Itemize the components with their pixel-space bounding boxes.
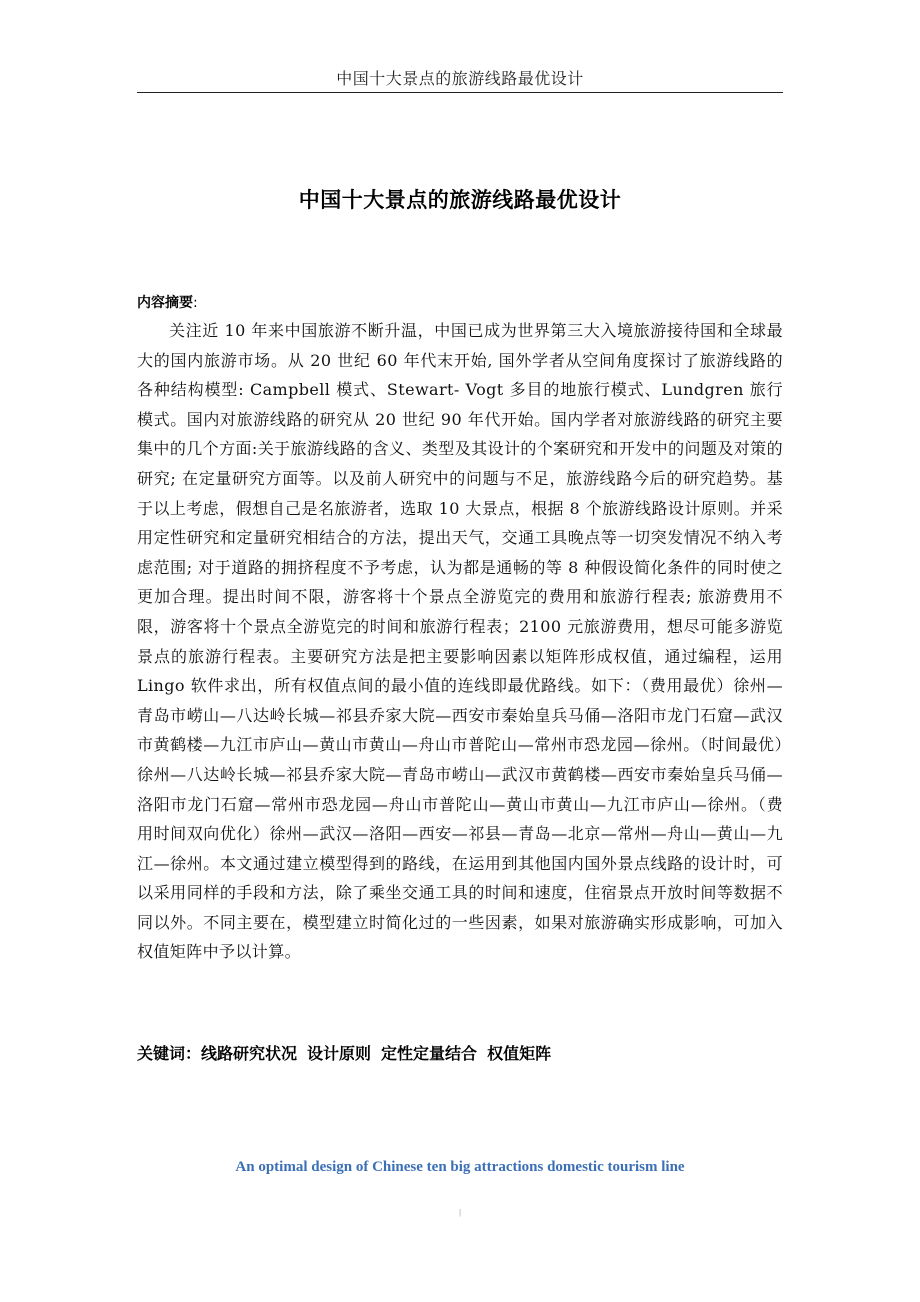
keyword-item: 定性定量结合 (381, 1044, 478, 1063)
page-mark: | (458, 1208, 462, 1217)
header-divider (137, 92, 783, 93)
document-title: 中国十大景点的旅游线路最优设计 (298, 188, 622, 212)
abstract-label-colon: : (193, 295, 198, 311)
abstract-body: 关注近 10 年来中国旅游不断升温，中国已成为世界第三大入境旅游接待国和全球最大的国内旅游市场。从 20 世纪 60 年代末开始, 国外学者从空间角度探讨了旅游线路的各种结构模型: Campbell 模式、Stewart- Vogt 多目的地旅行模式、Lundgren 旅行模式。国内对旅游线路的研究从 20 世纪 90 年代开始。国内学者对旅游线路的研究主要集中的几个方面:关于旅游线路的含义、类型及其设计的个案研究和开发中的问题及对策的研究; 在定量研究方面等。以及前人研究中的问题与不足，旅游线路今后的研究趋势。基于以上考虑，假想自己是名旅游者，选取 10 大景点，根据 8 个旅游线路设计原则。并采用定性研究和定量研究相结合的方法，提出天气，交通工具晚点等一切突发情况不纳入考虑范围; 对于道路的拥挤程度不予考虑，认为都是通畅的等 8 种假设简化条件的同时使之更加合理。提出时间不限，游客将十个景点全游览完的费用和旅游行程表; 旅游费用不限，游客将十个景点全游览完的时间和旅游行程表；2100 元旅游费用，想尽可能多游览景点的旅游行程表。主要研究方法是把主要影响因素以矩阵形成权值，通过编程，运用 Lingo 软件求出，所有权值点间的最小值的连线即最优路线。如下：（费用最优）徐州—青岛市崂山—八达岭长城—祁县乔家大院—西安市秦始皇兵马俑—洛阳市龙门石窟—武汉市黄鹤楼—九江市庐山—黄山市黄山—舟山市普陀山—常州市恐龙园—徐州。（时间最优）徐州—八达岭长城—祁县乔家大院—青岛市崂山—武汉市黄鹤楼—西安市秦始皇兵马俑—洛阳市龙门石窟—常州市恐龙园—舟山市普陀山—黄山市黄山—九江市庐山—徐州。（费用时间双向优化）徐州—武汉—洛阳—西安—祁县—青岛—北京—常州—舟山—黄山—九江—徐州。本文通过建立模型得到的路线，在运用到其他国内国外景点线路的设计时，可以采用同样的手段和方法，除了乘坐交通工具的时间和速度，住宿景点开放时间等数据不同以外。不同主要在，模型建立时简化过的一些因素，如果对旅游确实形成影响，可加入权值矩阵中予以计算。 (137, 321, 783, 962)
keywords-line (137, 1041, 561, 1064)
keywords-label: 关键词： (137, 1044, 202, 1063)
running-header-title: 中国十大景点的旅游线路最优设计 (336, 69, 584, 88)
abstract-label-text: 内容摘要 (137, 295, 193, 311)
abstract-label (137, 292, 198, 312)
keyword-item: 权值矩阵 (487, 1044, 552, 1063)
keyword-item: 线路研究状况 (201, 1044, 298, 1063)
keyword-item: 设计原则 (307, 1044, 372, 1063)
english-title: An optimal design of Chinese ten big attractions domestic tourism line (235, 1159, 685, 1175)
